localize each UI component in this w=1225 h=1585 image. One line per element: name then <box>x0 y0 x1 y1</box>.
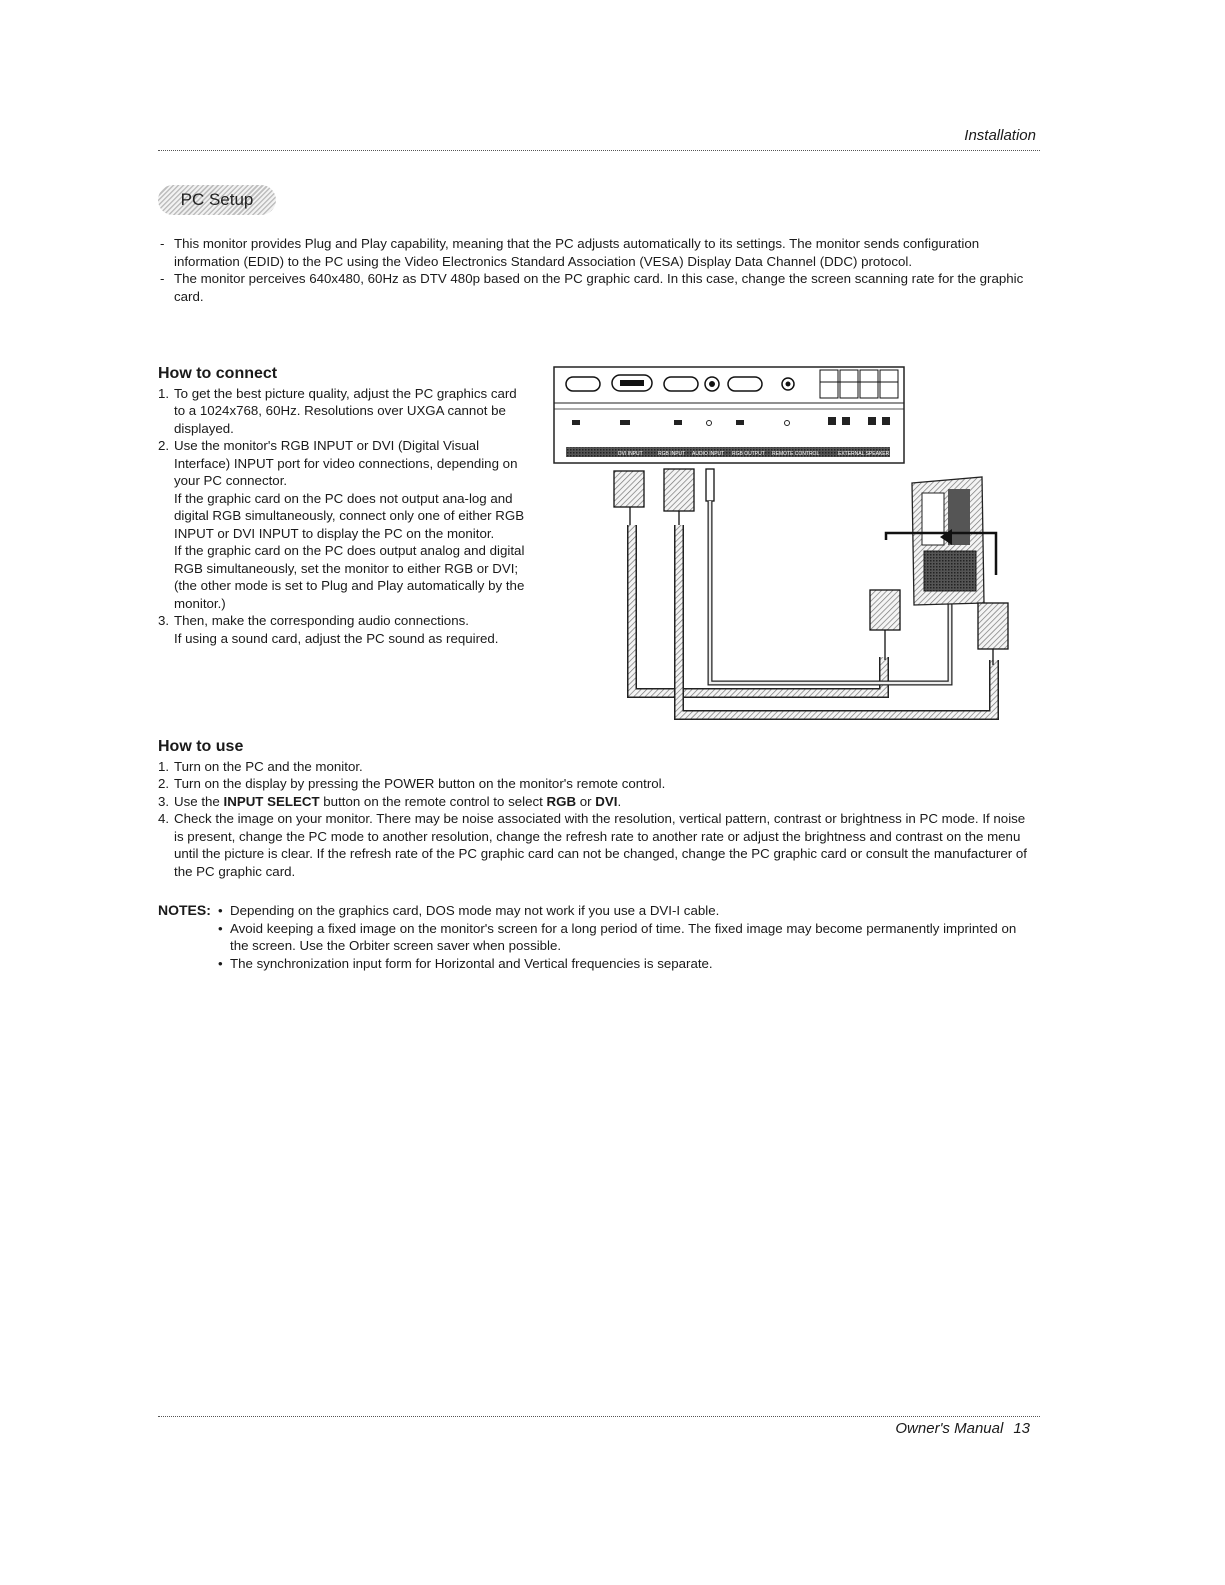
use-step: 2. Turn on the display by pressing the POWER button on the monitor's remote control. <box>158 776 666 791</box>
section-header: Installation <box>964 127 1036 144</box>
page-number: 13 <box>1013 1420 1030 1437</box>
intro-item: - The monitor perceives 640x480, 60Hz as DTV 480p based on the PC graphic card. In this case, change the screen scanning rate for the graphic card. <box>160 271 1024 304</box>
use-step: 3. Use the INPUT SELECT button on the remote control to select RGB or DVI. <box>158 793 622 809</box>
rgb-term: RGB <box>546 793 577 809</box>
intro-item: - This monitor provides Plug and Play capability, meaning that the PC adjusts automatically to its settings. The monitor sends configuration information (EDID) to the PC using the Video Electronics Standard Association (VESA) Display Data Channel (DDC) protocol. <box>160 236 980 269</box>
section-badge-label: PC Setup <box>180 190 254 209</box>
monitor-back-panel <box>554 367 904 463</box>
port-label: RGB OUTPUT <box>732 451 765 457</box>
how-to-use-heading: How to use <box>158 738 244 755</box>
connect-step-text: If using a sound card, adjust the PC sound as required. <box>174 630 499 646</box>
connect-step-text: Use the monitor's RGB INPUT or DVI (Digital Visual Interface) INPUT port for video connections, depending on your PC connector. <box>174 438 518 488</box>
footer-title: Owner's Manual <box>895 1420 1004 1437</box>
notes-section <box>158 902 1028 972</box>
port-labels <box>618 451 890 457</box>
intro-text: This monitor provides Plug and Play capability, meaning that the PC adjusts automatically to its settings. The monitor sends configuration information (EDID) to the PC using the Video Electronics Standard Association (VESA) Display Data Channel (DDC) protocol. <box>174 236 980 269</box>
note-text: Depending on the graphics card, DOS mode may not work if you use a DVI-I cable. <box>230 903 720 918</box>
connect-step-text: If the graphic card on the PC does not output ana-log and digital RGB simultaneously, connect only one of either RGB INPUT or DVI INPUT to display the PC on the monitor. <box>174 490 525 541</box>
note-text: Avoid keeping a fixed image on the monitor's screen for a long period of time. The fixed image may become permanently imprinted on the screen. Use the Orbiter screen saver when possible. <box>230 920 1017 953</box>
page-footer <box>800 1420 1030 1437</box>
section-badge <box>158 185 276 215</box>
intro-text: The monitor perceives 640x480, 60Hz as DTV 480p based on the PC graphic card. In this case, change the screen scanning rate for the graphic card. <box>174 271 1024 304</box>
input-select-term: INPUT SELECT <box>223 793 320 809</box>
use-step-text: Turn on the display by pressing the POWER button on the monitor's remote control. <box>174 776 666 791</box>
use-step: 1. Turn on the PC and the monitor. <box>158 758 363 774</box>
use-step-text: Check the image on your monitor. There may be noise associated with the resolution, vertical pattern, contrast or brightness in PC mode. If noise is present, change the PC mode to another resolution, change the refresh rate to another rate or adjust the brightness and contrast on the menu until the picture is clear. If the refresh rate of the PC graphic card can not be changed, change the PC graphic card or consult the manufacturer of the PC graphic card. <box>174 811 1027 879</box>
notes-label: NOTES: <box>158 902 211 918</box>
port-label: RGB INPUT <box>658 451 686 457</box>
port-label: REMOTE CONTROL <box>772 451 820 457</box>
note-item: • Avoid keeping a fixed image on the monitor's screen for a long period of time. The fixed image may become permanently imprinted on the screen. Use the Orbiter screen saver when possible. <box>218 920 1017 953</box>
connection-diagram <box>552 365 1010 725</box>
use-step-text: Turn on the PC and the monitor. <box>174 758 363 774</box>
dvi-term: DVI <box>595 793 618 809</box>
note-item: • The synchronization input form for Horizontal and Vertical frequencies is separate. <box>218 955 713 971</box>
connect-step: 2. Use the monitor's RGB INPUT or DVI (Digital Visual Interface) INPUT port for video connections, depending on your PC connector. If the graphic card on the PC does not output ana-log and digital RGB simultaneously, connect only one of either RGB INPUT or DVI INPUT to display the PC on the monitor. If the graphic card on the PC does output analog and digital RGB simultaneously, set the monitor to either RGB or DVI; (the other mode is set to Plug and Play automatically by the monitor.) <box>158 437 528 612</box>
port-label: DVI INPUT <box>618 451 643 457</box>
footer-rule <box>158 1416 1040 1417</box>
connect-step: 1. To get the best picture quality, adjust the PC graphics card to a 1024x768, 60Hz. Resolutions over UXGA cannot be displayed. <box>158 385 528 438</box>
connect-step: 3. Then, make the corresponding audio connections. If using a sound card, adjust the PC sound as required. <box>158 612 528 647</box>
how-to-use-section <box>158 738 1028 880</box>
how-to-connect-section <box>158 365 528 647</box>
connect-step-text: To get the best picture quality, adjust the PC graphics card to a 1024x768, 60Hz. Resolutions over UXGA cannot be displayed. <box>174 385 517 436</box>
port-label: EXTERNAL SPEAKER <box>838 451 890 457</box>
how-to-connect-heading: How to connect <box>158 365 278 382</box>
port-label: AUDIO INPUT <box>692 451 725 457</box>
pc-tower <box>886 477 996 605</box>
connect-step-text: If the graphic card on the PC does output analog and digital RGB simultaneously, set the monitor to either RGB or DVI; (the other mode is set to Plug and Play automatically by the monitor.) <box>174 543 525 611</box>
use-step: 4. Check the image on your monitor. There may be noise associated with the resolution, vertical pattern, contrast or brightness in PC mode. If noise is present, change the PC mode to another resolution, change the refresh rate to another rate or adjust the brightness and contrast on the menu until the picture is clear. If the refresh rate of the PC graphic card can not be changed, change the PC graphic card or consult the manufacturer of the PC graphic card. <box>158 811 1027 879</box>
note-text: The synchronization input form for Horizontal and Vertical frequencies is separate. <box>230 955 713 971</box>
connect-step-text: Then, make the corresponding audio connections. <box>174 613 469 628</box>
intro-list <box>158 235 1028 305</box>
note-item: • Depending on the graphics card, DOS mode may not work if you use a DVI-I cable. <box>218 903 720 918</box>
header-rule <box>158 150 1040 151</box>
